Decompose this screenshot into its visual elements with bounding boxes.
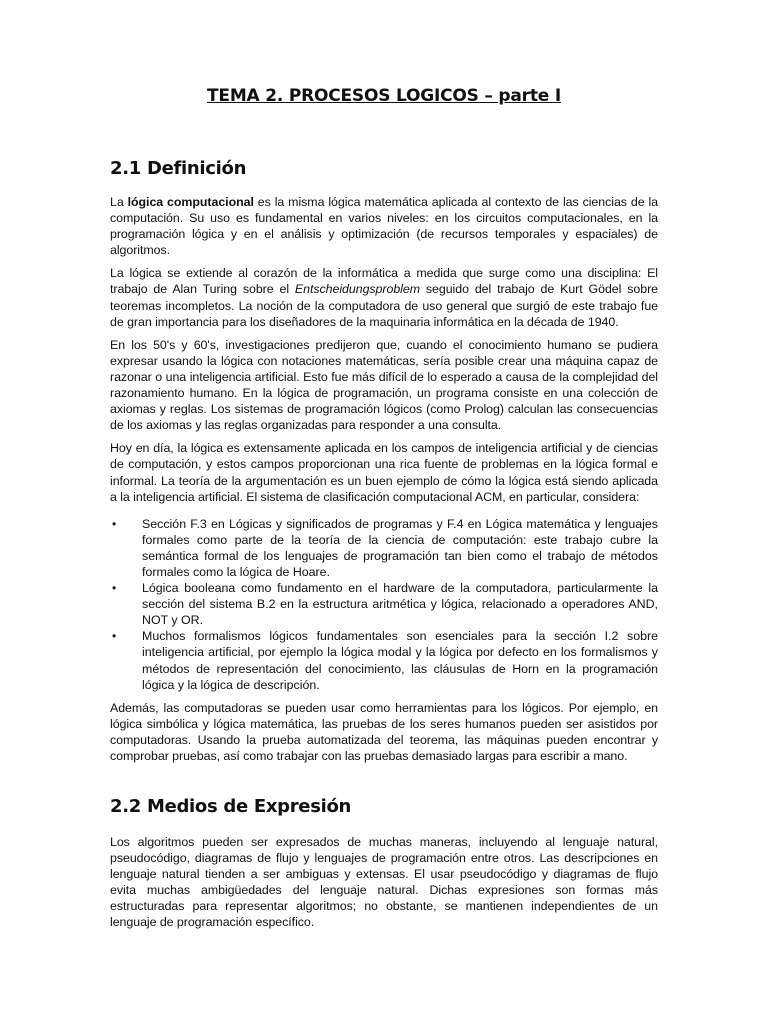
paragraph-5: Además, las computadoras se pueden usar como herramientas para los lógicos. Por ejemplo, en lógica simbólica y lógica matemática, las pruebas de los seres humanos pueden ser asistidos por computadoras. Usando la prueba automatizada del teorema, las máquinas pueden encontrar y comprobar pruebas, así como trabajar con las pruebas demasiado largas para escribir a mano. [110,700,658,763]
document-title: TEMA 2. PROCESOS LOGICOS – parte I [207,86,561,106]
paragraph-4: Hoy en día, la lógica es extensamente aplicada en los campos de inteligencia artificial y de ciencias de computación, y estos campos proporcionan una rica fuente de problemas en la lógica formal e informal. La teoría de la argumentación es un buen ejemplo de cómo la lógica está siendo aplicada a la inteligencia artificial. El sistema de clasificación computacional ACM, en particular, considera: [110,441,658,504]
bullet-list [110,516,658,693]
list-item [110,628,658,692]
list-item [110,516,658,580]
term-entscheidungsproblem: Entscheidungsproblem [294,282,420,297]
term-logica-computacional: lógica computacional [127,195,254,209]
paragraph-3: En los 50's y 60's, investigaciones predijeron que, cuando el conocimiento humano se pudiera expresar usando la lógica con notaciones matemáticas, sería posible crear una máquina capaz de razonar o una inteligencia artificial. Esto fue más difícil de lo esperado a causa de la complejidad del razonamiento humano. En la lógica de programación, un programa consiste en una colección de axiomas y reglas. Los sistemas de programación lógicos (como Prolog) calculan las consecuencias de los axiomas y las reglas organizadas para responder a una consulta. [110,337,658,433]
paragraph-1-start: La [110,195,128,209]
list-item-text: Sección F.3 en Lógicas y significados de programas y F.4 en Lógica matemática y lenguajes formales como parte de la teoría de la ciencia de computación: este trabajo cubre la semántica formal de los lenguajes de programación tan bien como el trabajo de métodos formales como la lógica de Hoare. [142,516,658,579]
paragraph-2 [110,265,658,329]
section-heading-medios-de-expresion: 2.2 Medios de Expresión [110,796,352,817]
list-item-text: Lógica booleana como fundamento en el hardware de la computadora, particularmente la sección del sistema B.2 en la estructura aritmética y lógica, relacionado a operadores AND, NOT y OR. [142,581,658,628]
bullet-icon: • [112,516,117,531]
paragraph-6: Los algoritmos pueden ser expresados de muchas maneras, incluyendo al lenguaje natural, pseudocódigo, diagramas de flujo y lenguajes de programación entre otros. Las descripciones en lenguaje natural tienden a ser ambiguas y extensas. El usar pseudocódigo y diagramas de flujo evita muchas ambigüedades del lenguaje natural. Dichas expresiones son formas más estructuradas para representar algoritmos; no obstante, se mantienen independientes de un lenguaje de programación específico. [110,835,658,930]
paragraph-2-start: La lógica se extiende al corazón de la informática a medida que surge como una disciplina: El trabajo de Alan Turing sobre el [110,266,658,297]
section-heading-definicion: 2.1 Definición [110,158,247,179]
section-body-definicion [110,194,658,771]
paragraph-2-rest: seguido del trabajo de Kurt Gödel sobre teoremas incompletos. La noción de la computadora de uso general que surgió de este trabajo fue de gran importancia para los diseñadores de la maquinaria informática en la década de 1940. [110,282,658,329]
list-item [110,580,658,628]
section-body-medios-de-expresion [110,834,658,938]
list-item-text: Muchos formalismos lógicos fundamentales son esenciales para la sección I.2 sobre inteligencia artificial, por ejemplo la lógica modal y la lógica por defecto en los formalismos y métodos de representación del conocimiento, las cláusulas de Horn en la programación lógica y la lógica de descripción. [142,629,658,692]
bullet-icon: • [112,581,117,596]
bullet-icon: • [112,629,117,644]
paragraph-1-rest: es la misma lógica matemática aplicada al contexto de las ciencias de la computación. Su uso es fundamental en varios niveles: en los circuitos computacionales, en la programación lógica y en el análisis y optimización (de recursos temporales y espaciales) de algoritmos. [110,195,659,258]
paragraph-1 [110,194,658,258]
